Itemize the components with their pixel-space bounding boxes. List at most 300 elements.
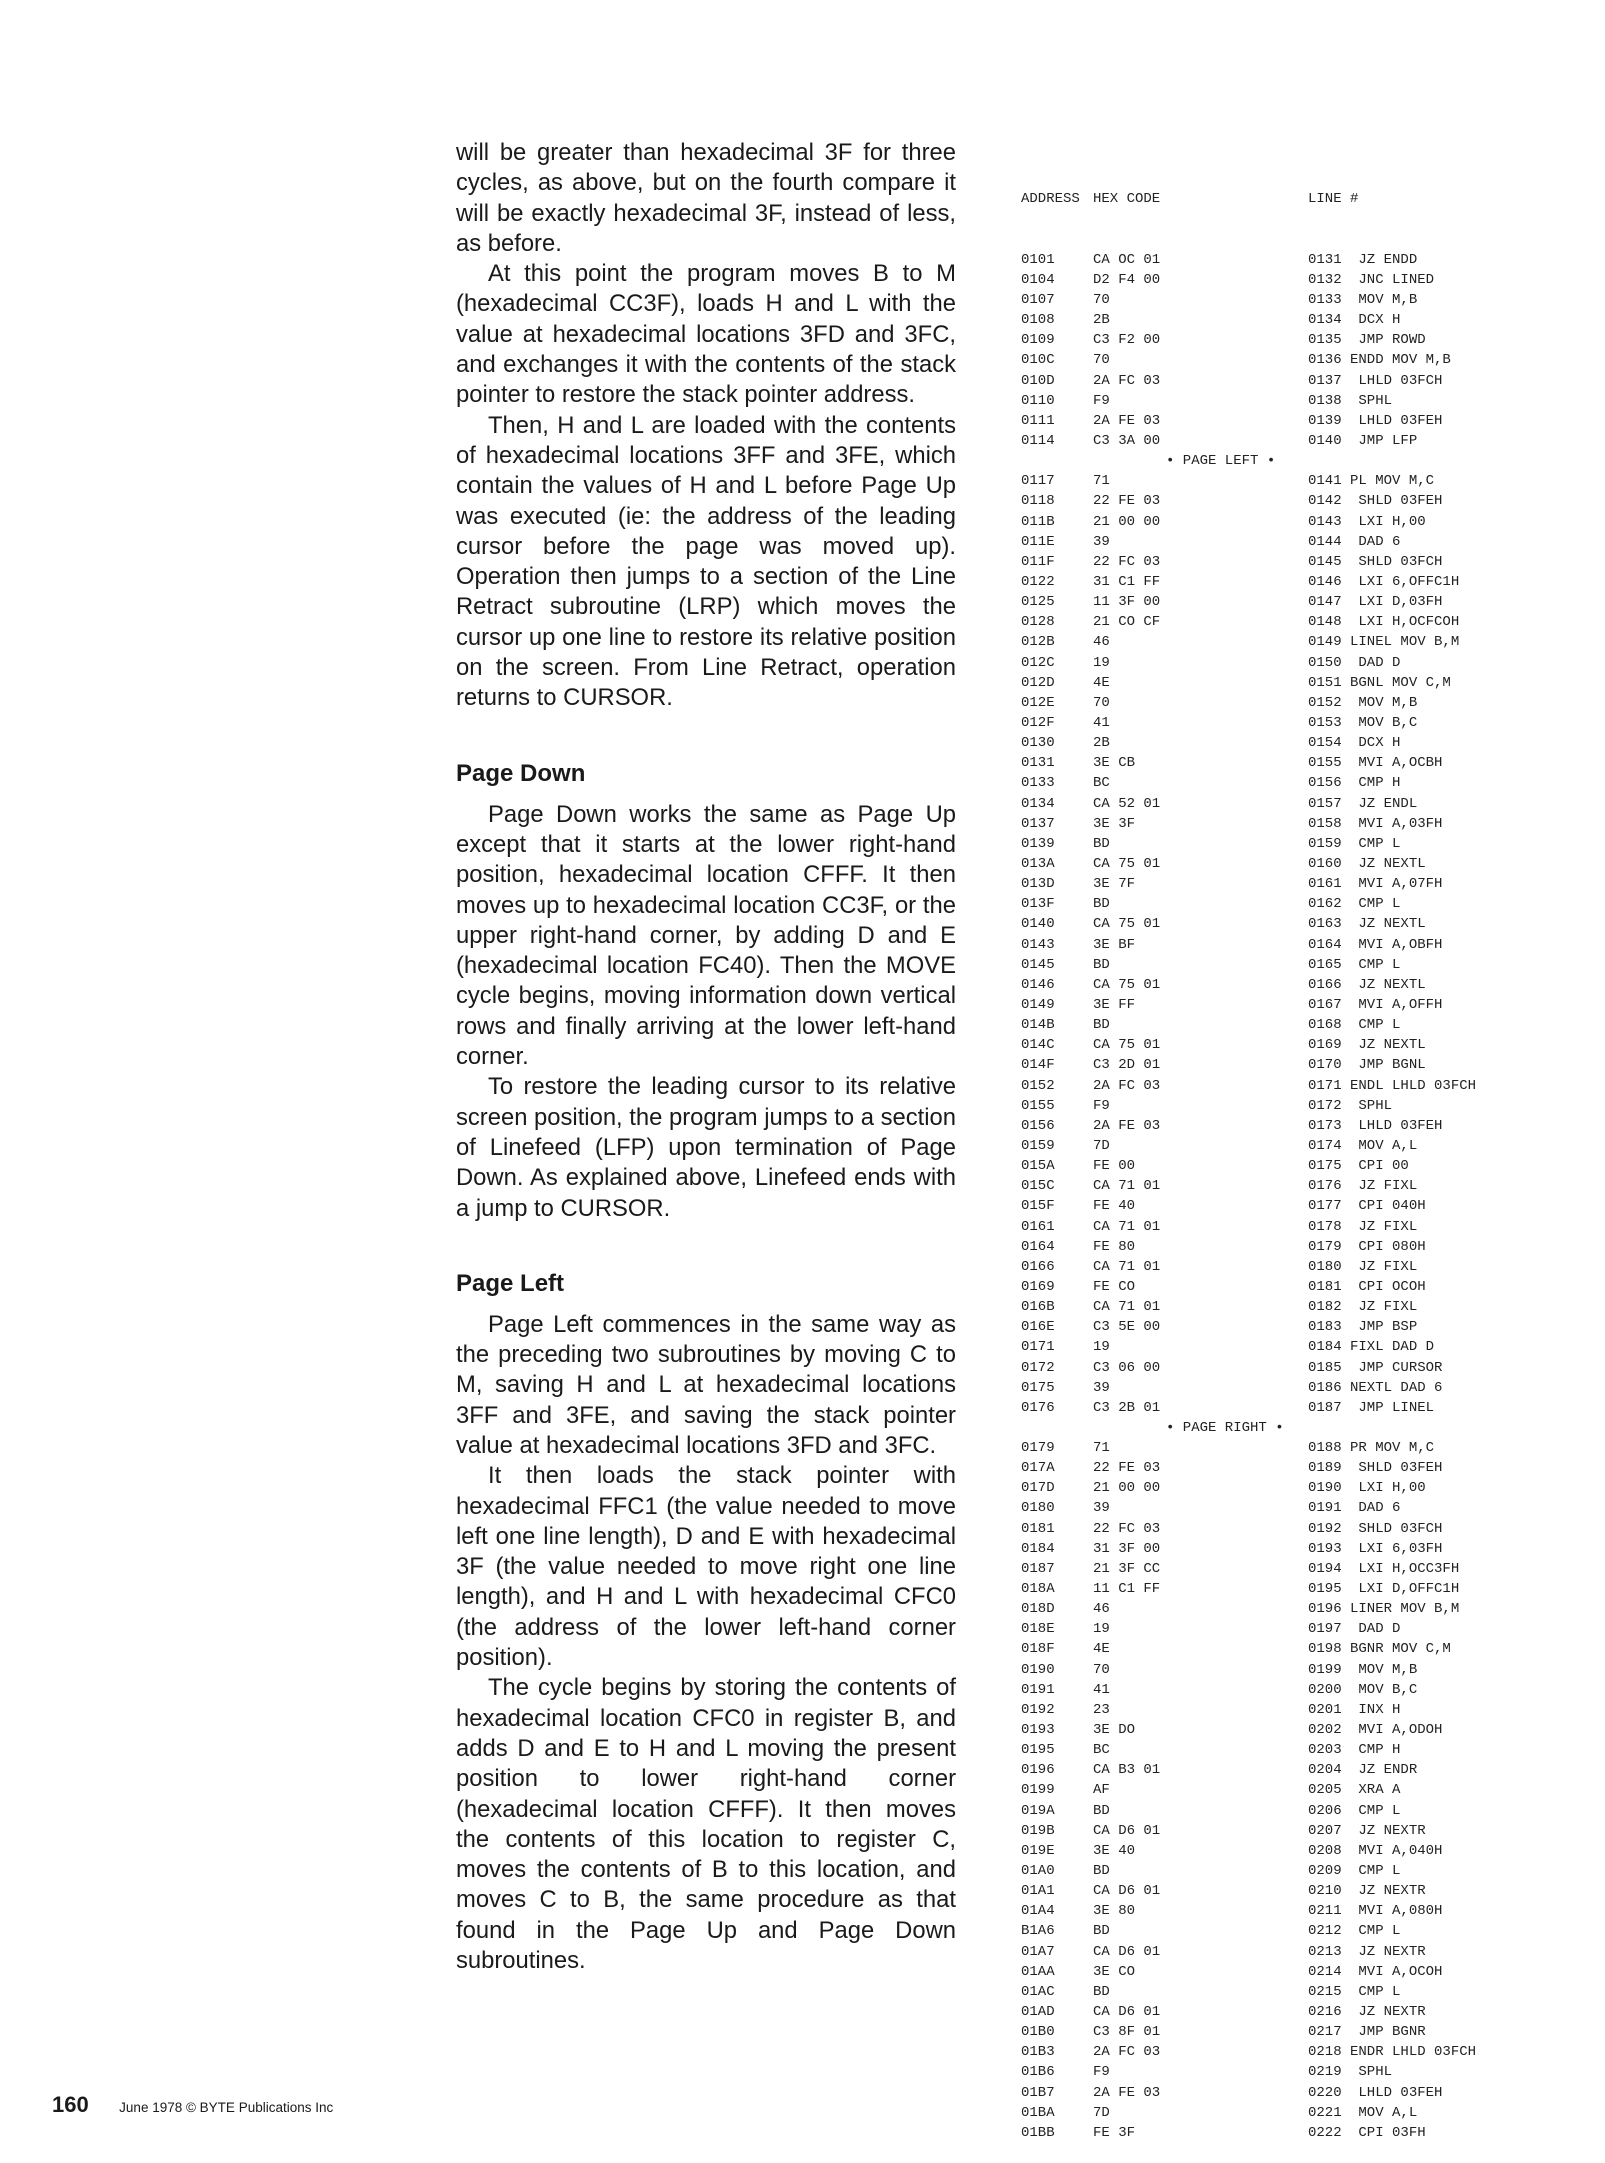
listing-row	[1021, 2083, 1443, 2103]
listing-row	[1021, 1378, 1443, 1398]
line-number-column-header: LINE #	[1308, 191, 1359, 208]
hex-code-cell: 7D	[1093, 2104, 1110, 2121]
address-cell: 0181	[1021, 1520, 1055, 1537]
listing-row	[1021, 632, 1460, 652]
publication-credit: June 1978 © BYTE Publications Inc	[119, 2100, 334, 2115]
line-source-cell: 0173 LHLD 03FEH	[1308, 1117, 1443, 1134]
hex-code-column-header: HEX CODE	[1093, 191, 1161, 208]
hex-code-cell: FE 80	[1093, 1238, 1136, 1255]
hex-code-cell: 21 00 00	[1093, 1480, 1161, 1497]
line-source-cell: 0141 PL MOV M,C	[1308, 473, 1435, 490]
address-cell: 012E	[1021, 694, 1055, 711]
address-cell: 014B	[1021, 1017, 1055, 1034]
listing-row	[1021, 1942, 1426, 1962]
listing-row	[1021, 1881, 1426, 1901]
address-cell: 0155	[1021, 1097, 1055, 1114]
hex-code-cell: 21 3F CC	[1093, 1560, 1161, 1577]
line-source-cell: 0144 DAD 6	[1308, 533, 1401, 550]
listing-row	[1021, 1962, 1443, 1982]
hex-code-cell: 19	[1093, 654, 1110, 671]
address-cell: 016B	[1021, 1299, 1055, 1316]
listing-row	[1021, 1982, 1401, 2002]
line-source-cell: 0189 SHLD 03FEH	[1308, 1460, 1443, 1477]
address-cell: 01A1	[1021, 1883, 1055, 1900]
address-cell: 010C	[1021, 352, 1055, 369]
hex-code-cell: 46	[1093, 1601, 1110, 1618]
listing-row	[1021, 2062, 1393, 2082]
listing-row	[1021, 1740, 1401, 1760]
address-cell: B1A6	[1021, 1923, 1055, 1940]
address-cell: 0179	[1021, 1440, 1055, 1457]
line-source-cell: 0162 CMP L	[1308, 896, 1401, 913]
listing-row	[1021, 2042, 1477, 2062]
address-cell: 010D	[1021, 372, 1055, 389]
listing-section-separator	[1021, 1418, 1284, 1438]
listing-row	[1021, 1901, 1443, 1921]
line-source-cell: 0194 LXI H,OCC3FH	[1308, 1560, 1460, 1577]
paragraph: Then, H and L are loaded with the contents of hexadecimal locations 3FF and 3FE, which contain the values of H and L before Page Up was executed (ie: the address of the leading cursor before the page was moved up). Operation then jumps to a section of the Line Retract subroutine (LRP) which moves the cursor up one line to restore its relative position on the screen. From Line Retract, operation returns to CURSOR.	[456, 411, 956, 712]
hex-code-cell: BD	[1093, 956, 1110, 973]
address-cell: 0146	[1021, 976, 1055, 993]
line-source-cell: 0166 JZ NEXTL	[1308, 976, 1426, 993]
hex-code-cell: 3E FF	[1093, 996, 1136, 1013]
listing-row	[1021, 1478, 1426, 1498]
address-cell: 0137	[1021, 815, 1055, 832]
hex-code-cell: BD	[1093, 1802, 1110, 1819]
address-cell: 0139	[1021, 835, 1055, 852]
address-cell: 0122	[1021, 574, 1055, 591]
hex-code-cell: 31 C1 FF	[1093, 574, 1161, 591]
listing-row	[1021, 1720, 1443, 1740]
address-cell: 0110	[1021, 392, 1055, 409]
hex-code-cell: 3E CO	[1093, 1963, 1136, 1980]
hex-code-cell: 2A FC 03	[1093, 2044, 1161, 2061]
hex-code-cell: 70	[1093, 1661, 1110, 1678]
line-source-cell: 0170 JMP BGNL	[1308, 1057, 1426, 1074]
article-body	[456, 138, 956, 1976]
address-column-header: ADDRESS	[1021, 191, 1080, 208]
listing-row	[1021, 653, 1401, 673]
line-source-cell: 0220 LHLD 03FEH	[1308, 2084, 1443, 2101]
hex-code-cell: FE CO	[1093, 1278, 1136, 1295]
line-source-cell: 0150 DAD D	[1308, 654, 1401, 671]
address-cell: 013A	[1021, 855, 1055, 872]
line-source-cell: 0152 MOV M,B	[1308, 694, 1418, 711]
hex-code-cell: CA 75 01	[1093, 916, 1161, 933]
line-source-cell: 0135 JMP ROWD	[1308, 332, 1426, 349]
listing-row	[1021, 1760, 1418, 1780]
hex-code-cell: BD	[1093, 896, 1110, 913]
line-source-cell: 0208 MVI A,040H	[1308, 1842, 1443, 1859]
listing-row	[1021, 693, 1418, 713]
listing-row	[1021, 753, 1443, 773]
address-cell: 0117	[1021, 473, 1055, 490]
listing-row	[1021, 270, 1435, 290]
line-source-cell: 0207 JZ NEXTR	[1308, 1822, 1426, 1839]
address-cell: 019E	[1021, 1842, 1055, 1859]
listing-row	[1021, 1317, 1418, 1337]
section-heading-page-down: Page Down	[456, 759, 586, 787]
section-heading-page-left: Page Left	[456, 1269, 565, 1297]
address-cell: 0164	[1021, 1238, 1055, 1255]
hex-code-cell: 2A FE 03	[1093, 1117, 1161, 1134]
hex-code-cell: 22 FC 03	[1093, 1520, 1161, 1537]
listing-row	[1021, 512, 1426, 532]
hex-code-cell: 3E 3F	[1093, 815, 1136, 832]
listing-row	[1021, 572, 1460, 592]
address-cell: 01BB	[1021, 2124, 1055, 2141]
hex-code-cell: 70	[1093, 352, 1110, 369]
hex-code-cell: 21 00 00	[1093, 513, 1161, 530]
address-cell: 0108	[1021, 312, 1055, 329]
line-source-cell: 0186 NEXTL DAD 6	[1308, 1379, 1443, 1396]
section-separator-label: • PAGE RIGHT •	[1166, 1419, 1284, 1436]
listing-row	[1021, 1639, 1451, 1659]
address-cell: 018F	[1021, 1641, 1055, 1658]
address-cell: 0109	[1021, 332, 1055, 349]
address-cell: 0175	[1021, 1379, 1055, 1396]
hex-code-cell: 46	[1093, 634, 1110, 651]
address-cell: 0104	[1021, 271, 1055, 288]
listing-rows	[1021, 250, 1477, 2143]
paragraph: The cycle begins by storing the contents of hexadecimal location CFC0 in register B, and adds D and E to H and L moving the present position to lower right-hand corner (hexadecimal location CFFF). It then moves the contents of this location to register C, moves the contents of B to this location, and moves C to B, the same procedure as that found in the Page Up and Page Down subroutines.	[456, 1674, 956, 1975]
listing-row	[1021, 552, 1443, 572]
hex-code-cell: CA D6 01	[1093, 1822, 1161, 1839]
hex-code-cell: 19	[1093, 1339, 1110, 1356]
address-cell: 012B	[1021, 634, 1055, 651]
line-source-cell: 0142 SHLD 03FEH	[1308, 493, 1443, 510]
hex-code-cell: BD	[1093, 1983, 1110, 2000]
line-source-cell: 0168 CMP L	[1308, 1017, 1401, 1034]
hex-code-cell: AF	[1093, 1782, 1110, 1799]
address-cell: 0128	[1021, 614, 1055, 631]
hex-code-cell: FE 00	[1093, 1158, 1136, 1175]
line-source-cell: 0159 CMP L	[1308, 835, 1401, 852]
line-source-cell: 0175 CPI 00	[1308, 1158, 1409, 1175]
line-source-cell: 0222 CPI 03FH	[1308, 2124, 1426, 2141]
listing-row	[1021, 350, 1451, 370]
line-source-cell: 0134 DCX H	[1308, 312, 1401, 329]
hex-code-cell: 2A FC 03	[1093, 1077, 1161, 1094]
listing-row	[1021, 1519, 1443, 1539]
hex-code-cell: 11 C1 FF	[1093, 1581, 1161, 1598]
listing-row	[1021, 995, 1443, 1015]
hex-code-cell: CA 75 01	[1093, 1037, 1161, 1054]
address-cell: 0169	[1021, 1278, 1055, 1295]
hex-code-cell: C3 3A 00	[1093, 433, 1161, 450]
listing-row	[1021, 1619, 1401, 1639]
listing-row	[1021, 592, 1443, 612]
address-cell: 0134	[1021, 795, 1055, 812]
listing-row	[1021, 1801, 1401, 1821]
listing-row	[1021, 1861, 1401, 1881]
hex-code-cell: 23	[1093, 1701, 1110, 1718]
listing-row	[1021, 1297, 1418, 1317]
listing-row	[1021, 1337, 1435, 1357]
hex-code-cell: 19	[1093, 1621, 1110, 1638]
address-cell: 01B6	[1021, 2064, 1055, 2081]
hex-code-cell: 3E 7F	[1093, 876, 1136, 893]
address-cell: 011B	[1021, 513, 1055, 530]
line-source-cell: 0201 INX H	[1308, 1701, 1401, 1718]
line-source-cell: 0156 CMP H	[1308, 775, 1401, 792]
line-source-cell: 0204 JZ ENDR	[1308, 1762, 1418, 1779]
listing-row	[1021, 1116, 1443, 1136]
address-cell: 019B	[1021, 1822, 1055, 1839]
hex-code-cell: C3 2D 01	[1093, 1057, 1161, 1074]
listing-row	[1021, 1841, 1443, 1861]
line-source-cell: 0184 FIXL DAD D	[1308, 1339, 1435, 1356]
line-source-cell: 0205 XRA A	[1308, 1782, 1401, 1799]
line-source-cell: 0191 DAD 6	[1308, 1500, 1401, 1517]
hex-code-cell: 22 FE 03	[1093, 493, 1161, 510]
listing-row	[1021, 1096, 1393, 1116]
listing-row	[1021, 1579, 1460, 1599]
hex-code-cell: 39	[1093, 1379, 1110, 1396]
listing-row	[1021, 914, 1426, 934]
address-cell: 014F	[1021, 1057, 1055, 1074]
address-cell: 017A	[1021, 1460, 1055, 1477]
line-source-cell: 0214 MVI A,OCOH	[1308, 1963, 1443, 1980]
line-source-cell: 0167 MVI A,OFFH	[1308, 996, 1443, 1013]
hex-code-cell: 2A FE 03	[1093, 412, 1161, 429]
paragraph: Page Down works the same as Page Up except that it starts at the lower right-hand position, hexadecimal location CFFF. It then moves up to hexadecimal location CC3F, or the upper right-hand corner, by adding D and E (hexadecimal location FC40). Then the MOVE cycle begins, moving information down vertical rows and finally arriving at the lower left-hand corner.	[456, 800, 956, 1071]
listing-row	[1021, 330, 1426, 350]
line-source-cell: 0193 LXI 6,03FH	[1308, 1540, 1443, 1557]
address-cell: 019A	[1021, 1802, 1055, 1819]
hex-code-cell: BD	[1093, 1923, 1110, 1940]
hex-code-cell: CA B3 01	[1093, 1762, 1161, 1779]
hex-code-cell: 70	[1093, 694, 1110, 711]
listing-section-separator	[1021, 451, 1276, 471]
listing-row	[1021, 1660, 1418, 1680]
line-source-cell: 0209 CMP L	[1308, 1863, 1401, 1880]
line-source-cell: 0213 JZ NEXTR	[1308, 1943, 1426, 1960]
listing-row	[1021, 1076, 1477, 1096]
address-cell: 018D	[1021, 1601, 1055, 1618]
line-source-cell: 0136 ENDD MOV M,B	[1308, 352, 1451, 369]
line-source-cell: 0210 JZ NEXTR	[1308, 1883, 1426, 1900]
hex-code-cell: C3 8F 01	[1093, 2024, 1161, 2041]
hex-code-cell: C3 F2 00	[1093, 332, 1161, 349]
listing-row	[1021, 250, 1418, 270]
paragraph: will be greater than hexadecimal 3F for three cycles, as above, but on the fourth compare it will be exactly hexadecimal 3F, instead of less, as before.	[456, 139, 956, 257]
address-cell: 011F	[1021, 553, 1055, 570]
listing-row	[1021, 1358, 1443, 1378]
hex-code-cell: F9	[1093, 1097, 1110, 1114]
address-cell: 0140	[1021, 916, 1055, 933]
line-source-cell: 0176 JZ FIXL	[1308, 1178, 1418, 1195]
line-source-cell: 0216 JZ NEXTR	[1308, 2004, 1426, 2020]
listing-row	[1021, 834, 1401, 854]
address-cell: 0192	[1021, 1701, 1055, 1718]
address-cell: 0161	[1021, 1218, 1055, 1235]
hex-code-cell: 2B	[1093, 312, 1110, 329]
listing-row	[1021, 1237, 1426, 1257]
hex-code-cell: 4E	[1093, 1641, 1110, 1658]
address-cell: 01B0	[1021, 2024, 1055, 2041]
address-cell: 0133	[1021, 775, 1055, 792]
listing-row	[1021, 874, 1443, 894]
address-cell: 01A7	[1021, 1943, 1055, 1960]
line-source-cell: 0140 JMP LFP	[1308, 433, 1418, 450]
hex-code-cell: 4E	[1093, 674, 1110, 691]
hex-code-cell: 11 3F 00	[1093, 594, 1161, 611]
address-cell: 015A	[1021, 1158, 1055, 1175]
line-source-cell: 0145 SHLD 03FCH	[1308, 553, 1443, 570]
listing-row	[1021, 2103, 1418, 2123]
address-cell: 01AD	[1021, 2004, 1055, 2020]
line-source-cell: 0158 MVI A,03FH	[1308, 815, 1443, 832]
address-cell: 017D	[1021, 1480, 1055, 1497]
hex-code-cell: 71	[1093, 1440, 1110, 1457]
line-source-cell: 0195 LXI D,OFFC1H	[1308, 1581, 1460, 1598]
listing-row	[1021, 1458, 1443, 1478]
line-source-cell: 0215 CMP L	[1308, 1983, 1401, 2000]
line-source-cell: 0178 JZ FIXL	[1308, 1218, 1418, 1235]
listing-row	[1021, 532, 1401, 552]
hex-code-cell: 39	[1093, 1500, 1110, 1517]
listing-row	[1021, 471, 1435, 491]
address-cell: 015C	[1021, 1178, 1055, 1195]
hex-code-cell: 2B	[1093, 735, 1110, 752]
hex-code-cell: 70	[1093, 292, 1110, 309]
address-cell: 0187	[1021, 1560, 1055, 1577]
hex-code-cell: 39	[1093, 533, 1110, 550]
line-source-cell: 0198 BGNR MOV C,M	[1308, 1641, 1451, 1658]
line-source-cell: 0197 DAD D	[1308, 1621, 1401, 1638]
hex-code-cell: CA 71 01	[1093, 1299, 1161, 1316]
address-cell: 0118	[1021, 493, 1055, 510]
listing-row	[1021, 975, 1426, 995]
hex-code-cell: 3E CB	[1093, 755, 1136, 772]
address-cell: 0107	[1021, 292, 1055, 309]
hex-code-cell: 22 FE 03	[1093, 1460, 1161, 1477]
line-source-cell: 0185 JMP CURSOR	[1308, 1359, 1443, 1376]
line-source-cell: 0164 MVI A,OBFH	[1308, 936, 1443, 953]
listing-row	[1021, 2123, 1426, 2143]
paragraph: Page Left commences in the same way as the preceding two subroutines by moving C to M, saving H and L at hexadecimal locations 3FF and 3FE, and saving the stack pointer value at hexadecimal locations 3FD and 3FC.	[456, 1310, 956, 1459]
address-cell: 0149	[1021, 996, 1055, 1013]
listing-row	[1021, 814, 1443, 834]
line-source-cell: 0212 CMP L	[1308, 1923, 1401, 1940]
address-cell: 0159	[1021, 1137, 1055, 1154]
hex-code-cell: C3 5E 00	[1093, 1319, 1161, 1336]
line-source-cell: 0192 SHLD 03FCH	[1308, 1520, 1443, 1537]
line-source-cell: 0160 JZ NEXTL	[1308, 855, 1426, 872]
page-number: 160	[52, 2092, 89, 2117]
line-source-cell: 0199 MOV M,B	[1308, 1661, 1418, 1678]
line-source-cell: 0151 BGNL MOV C,M	[1308, 674, 1451, 691]
listing-row	[1021, 955, 1401, 975]
line-source-cell: 0196 LINER MOV B,M	[1308, 1601, 1460, 1618]
line-source-cell: 0177 CPI 040H	[1308, 1198, 1426, 1215]
listing-row	[1021, 894, 1401, 914]
address-cell: 0176	[1021, 1399, 1055, 1416]
line-source-cell: 0188 PR MOV M,C	[1308, 1440, 1435, 1457]
listing-row	[1021, 310, 1401, 330]
listing-row	[1021, 391, 1393, 411]
hex-code-cell: 21 CO CF	[1093, 614, 1161, 631]
listing-row	[1021, 1136, 1418, 1156]
hex-code-cell: BD	[1093, 1017, 1110, 1034]
listing-row	[1021, 2002, 1426, 2022]
line-source-cell: 0183 JMP BSP	[1308, 1319, 1418, 1336]
listing-row	[1021, 491, 1443, 511]
line-source-cell: 0132 JNC LINED	[1308, 271, 1435, 288]
address-cell: 0195	[1021, 1742, 1055, 1759]
line-source-cell: 0217 JMP BGNR	[1308, 2024, 1426, 2041]
line-source-cell: 0206 CMP L	[1308, 1802, 1401, 1819]
address-cell: 0152	[1021, 1077, 1055, 1094]
line-source-cell: 0154 DCX H	[1308, 735, 1401, 752]
listing-row	[1021, 1539, 1443, 1559]
address-cell: 0191	[1021, 1681, 1055, 1698]
listing-row	[1021, 612, 1460, 632]
hex-code-cell: CA 52 01	[1093, 795, 1161, 812]
hex-code-cell: 3E DO	[1093, 1722, 1136, 1739]
address-cell: 0156	[1021, 1117, 1055, 1134]
line-source-cell: 0171 ENDL LHLD 03FCH	[1308, 1077, 1477, 1094]
address-cell: 011E	[1021, 533, 1055, 550]
hex-code-cell: FE 3F	[1093, 2124, 1136, 2141]
line-source-cell: 0180 JZ FIXL	[1308, 1258, 1418, 1275]
address-cell: 0190	[1021, 1661, 1055, 1678]
address-cell: 0101	[1021, 251, 1055, 268]
hex-code-cell: C3 2B 01	[1093, 1399, 1161, 1416]
address-cell: 0196	[1021, 1762, 1055, 1779]
line-source-cell: 0174 MOV A,L	[1308, 1137, 1418, 1154]
hex-code-cell: CA 71 01	[1093, 1258, 1161, 1275]
section-separator-label: • PAGE LEFT •	[1166, 453, 1276, 470]
line-source-cell: 0146 LXI 6,OFFC1H	[1308, 574, 1460, 591]
listing-row	[1021, 1700, 1401, 1720]
address-cell: 01A4	[1021, 1903, 1055, 1920]
listing-row	[1021, 1498, 1401, 1518]
listing-row	[1021, 411, 1443, 431]
address-cell: 0193	[1021, 1722, 1055, 1739]
address-cell: 0114	[1021, 433, 1055, 450]
listing-row	[1021, 773, 1401, 793]
listing-row	[1021, 1015, 1401, 1035]
paragraph: It then loads the stack pointer with hexadecimal FFC1 (the value needed to move left one line length), D and E with hexadecimal 3F (the value needed to move right one line length), and H and L with hexadecimal CFC0 (the address of the lower left-hand corner position).	[456, 1462, 956, 1672]
listing-row	[1021, 794, 1418, 814]
address-cell: 0199	[1021, 1782, 1055, 1799]
line-source-cell: 0221 MOV A,L	[1308, 2104, 1418, 2121]
listing-row	[1021, 854, 1426, 874]
listing-row	[1021, 431, 1418, 451]
line-source-cell: 0139 LHLD 03FEH	[1308, 412, 1443, 429]
paragraph: To restore the leading cursor to its relative screen position, the program jumps to a section of Linefeed (LFP) upon termination of Page Down. As explained above, Linefeed ends with a jump to CURSOR.	[456, 1073, 956, 1222]
hex-code-cell: 41	[1093, 715, 1110, 731]
line-source-cell: 0148 LXI H,OCFCOH	[1308, 614, 1460, 631]
line-source-cell: 0218 ENDR LHLD 03FCH	[1308, 2044, 1477, 2061]
address-cell: 0171	[1021, 1339, 1055, 1356]
address-cell: 0184	[1021, 1540, 1055, 1557]
hex-code-cell: 22 FC 03	[1093, 553, 1161, 570]
hex-code-cell: CA D6 01	[1093, 1883, 1161, 1900]
address-cell: 014C	[1021, 1037, 1055, 1054]
hex-code-cell: 2A FE 03	[1093, 2084, 1161, 2101]
hex-code-cell: CA 75 01	[1093, 976, 1161, 993]
hex-code-cell: 3E 80	[1093, 1903, 1136, 1920]
listing-row	[1021, 1217, 1418, 1237]
hex-code-cell: BD	[1093, 835, 1110, 852]
hex-code-cell: CA 71 01	[1093, 1178, 1161, 1195]
listing-row	[1021, 935, 1443, 955]
address-cell: 01AC	[1021, 1983, 1055, 2000]
hex-code-cell: 3E 40	[1093, 1842, 1136, 1859]
